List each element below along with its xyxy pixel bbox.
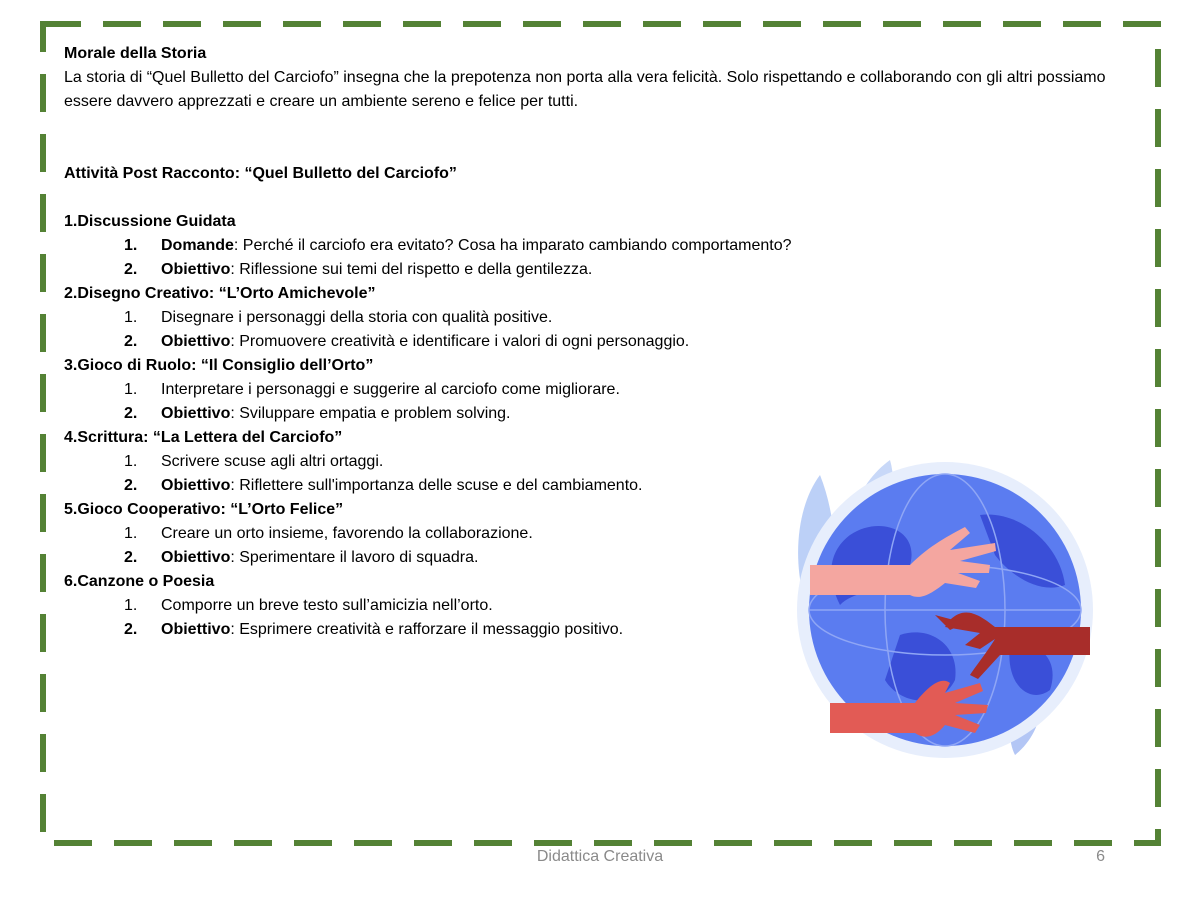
morale-text: La storia di “Quel Bulletto del Carciofo” insegna che la prepotenza non porta alla vera felicità. Solo rispettando e collaborando con gli altri possiamo essere davvero apprezzati e creare un ambiente sereno e felice per tutti. xyxy=(64,69,1106,110)
list-item: 1. Scrivere scuse agli altri ortaggi. xyxy=(124,453,384,470)
list-item: 1. Interpretare i personaggi e suggerire al carciofo come migliorare. xyxy=(124,381,620,398)
list-item: 1. Creare un orto insieme, favorendo la collaborazione. xyxy=(124,525,533,542)
section-title: 5.Gioco Cooperativo: “L’Orto Felice” xyxy=(64,501,344,518)
section-title: 2.Disegno Creativo: “L’Orto Amichevole” xyxy=(64,285,376,302)
section-title: 3.Gioco di Ruolo: “Il Consiglio dell’Orto” xyxy=(64,357,374,374)
list-item: 2. Obiettivo: Sperimentare il lavoro di squadra. xyxy=(124,549,479,566)
globe-hands-illustration xyxy=(780,455,1110,765)
section-title: 1.Discussione Guidata xyxy=(64,213,236,230)
morale-heading: Morale della Storia xyxy=(64,45,207,62)
list-item: 1. Comporre un breve testo sull’amicizia nell’orto. xyxy=(124,597,493,614)
list-item: 1. Domande: Perché il carciofo era evitato? Cosa ha imparato cambiando comportamento? xyxy=(124,237,792,254)
list-item: 1. Disegnare i personaggi della storia con qualità positive. xyxy=(124,309,553,326)
list-item: 2. Obiettivo: Esprimere creatività e rafforzare il messaggio positivo. xyxy=(124,621,624,638)
list-item: 2. Obiettivo: Promuovere creatività e identificare i valori di ogni personaggio. xyxy=(124,333,690,350)
list-item: 2. Obiettivo: Sviluppare empatia e problem solving. xyxy=(124,405,511,422)
footer-title: Didattica Creativa xyxy=(536,848,664,865)
list-item: 2. Obiettivo: Riflessione sui temi del rispetto e della gentilezza. xyxy=(124,261,593,278)
section-title: 4.Scrittura: “La Lettera del Carciofo” xyxy=(64,429,343,446)
section-title: 6.Canzone o Poesia xyxy=(64,573,215,590)
page-number: 6 xyxy=(1096,848,1105,865)
list-item: 2. Obiettivo: Riflettere sull'importanza delle scuse e del cambiamento. xyxy=(124,477,643,494)
activities-title: Attività Post Racconto: “Quel Bulletto del Carciofo” xyxy=(64,165,457,182)
